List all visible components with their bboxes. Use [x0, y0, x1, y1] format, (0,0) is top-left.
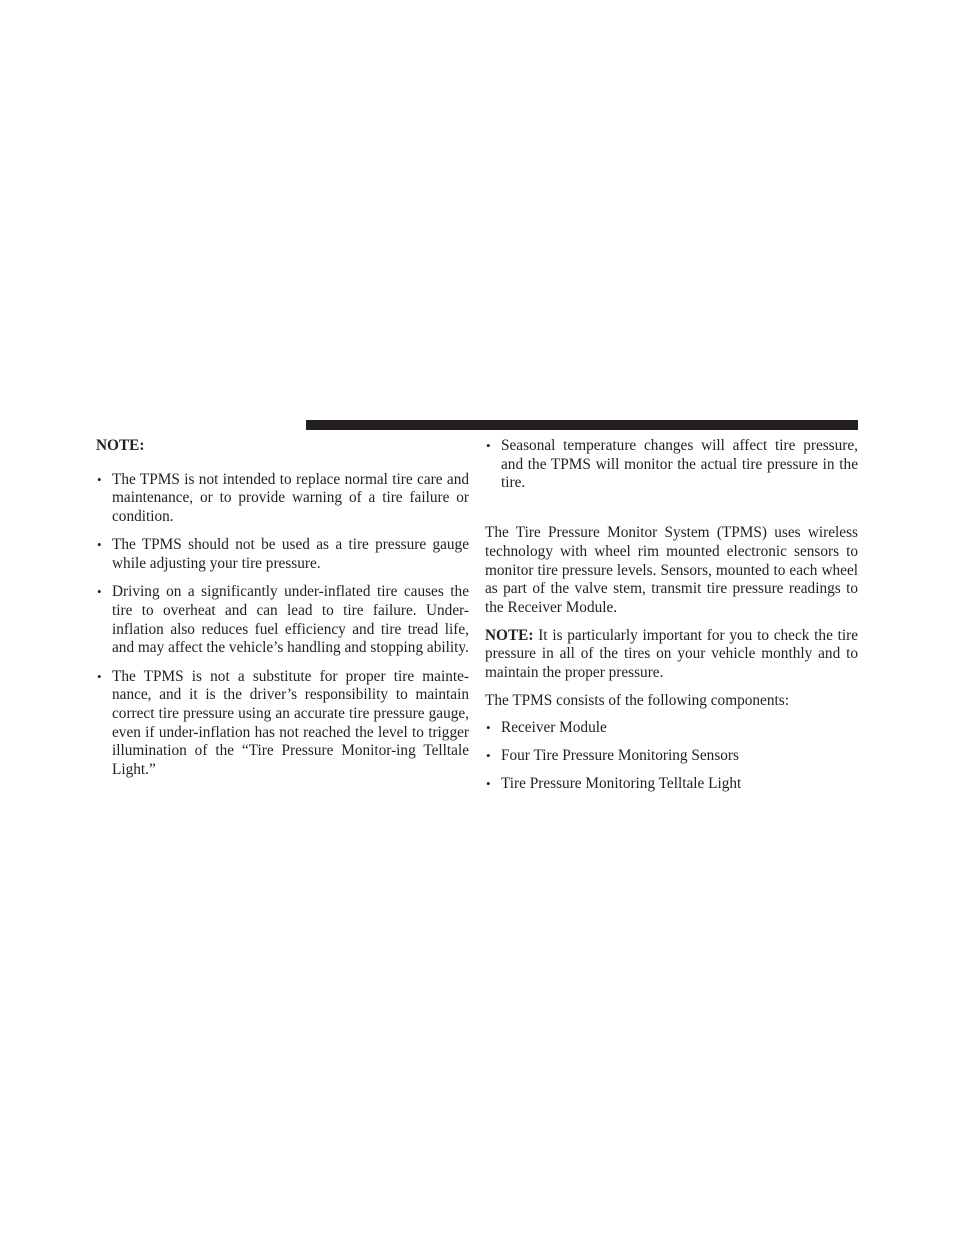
- bullet-glyph: •: [97, 668, 102, 684]
- component-text: Tire Pressure Monitoring Telltale Light: [501, 775, 742, 793]
- list-item: [485, 437, 858, 493]
- component-text: Receiver Module: [501, 719, 607, 737]
- right-column: [485, 437, 858, 803]
- bullet-text: Seasonal temperature changes will affect tire pressure, and the TPMS will monitor the actual tire pressure in the tire.: [501, 437, 858, 492]
- bullet-text: The TPMS is not a substitute for proper tire mainte-nance, and it is the driver’s responsibility to maintain correct tire pressure using an accurate tire pressure gauge, even if under-inflation has not reached the level to trigger illumination of the “Tire Pressure Monitor-ing Telltale Light.”: [112, 667, 469, 779]
- list-item: [96, 668, 469, 780]
- bullet-glyph: •: [97, 537, 102, 553]
- bullet-text: The TPMS should not be used as a tire pressure gauge while adjusting your tire pressure.: [112, 536, 469, 573]
- bullet-glyph: •: [97, 471, 102, 487]
- list-item: [485, 719, 858, 738]
- note-heading: NOTE:: [96, 437, 145, 454]
- bullet-text: The TPMS is not intended to replace normal tire care and maintenance, or to provide warning of a tire failure or condition.: [112, 470, 469, 526]
- bullet-glyph: •: [97, 584, 102, 600]
- bullet-glyph: •: [486, 748, 491, 764]
- list-item: [485, 775, 858, 794]
- list-item: [485, 747, 858, 766]
- note-label: NOTE:: [485, 626, 534, 644]
- note-paragraph: [485, 627, 858, 683]
- seasonal-bullet-list: [485, 437, 858, 493]
- bullet-text: Driving on a significantly under-inflated tire causes the tire to overheat and can lead to tire failure. Under-inflation also reduces fuel efficiency and tire tread life, and may affect the vehicle’s handling and stopping ability.: [112, 583, 469, 657]
- left-column: [96, 437, 469, 789]
- section-header-bar: [306, 420, 858, 430]
- components-list: [485, 719, 858, 794]
- bullet-glyph: •: [486, 720, 491, 736]
- list-item: [96, 536, 469, 573]
- note-text: It is particularly important for you to check the tire pressure in all of the tires on your vehicle monthly and to maintain the proper pressure.: [485, 626, 858, 682]
- list-item: [96, 471, 469, 527]
- component-text: Four Tire Pressure Monitoring Sensors: [501, 747, 739, 765]
- list-item: [96, 583, 469, 658]
- bullet-glyph: •: [486, 776, 491, 792]
- note-bullet-list: [96, 471, 469, 780]
- components-intro: The TPMS consists of the following components:: [485, 691, 789, 709]
- tpms-intro-paragraph: The Tire Pressure Monitor System (TPMS) uses wireless technology with wheel rim mounted electronic sensors to monitor tire pressure levels. Sensors, mounted to each wheel as part of the valve stem, transmit tire pressure readings to the Receiver Module.: [485, 524, 858, 616]
- bullet-glyph: •: [486, 438, 491, 453]
